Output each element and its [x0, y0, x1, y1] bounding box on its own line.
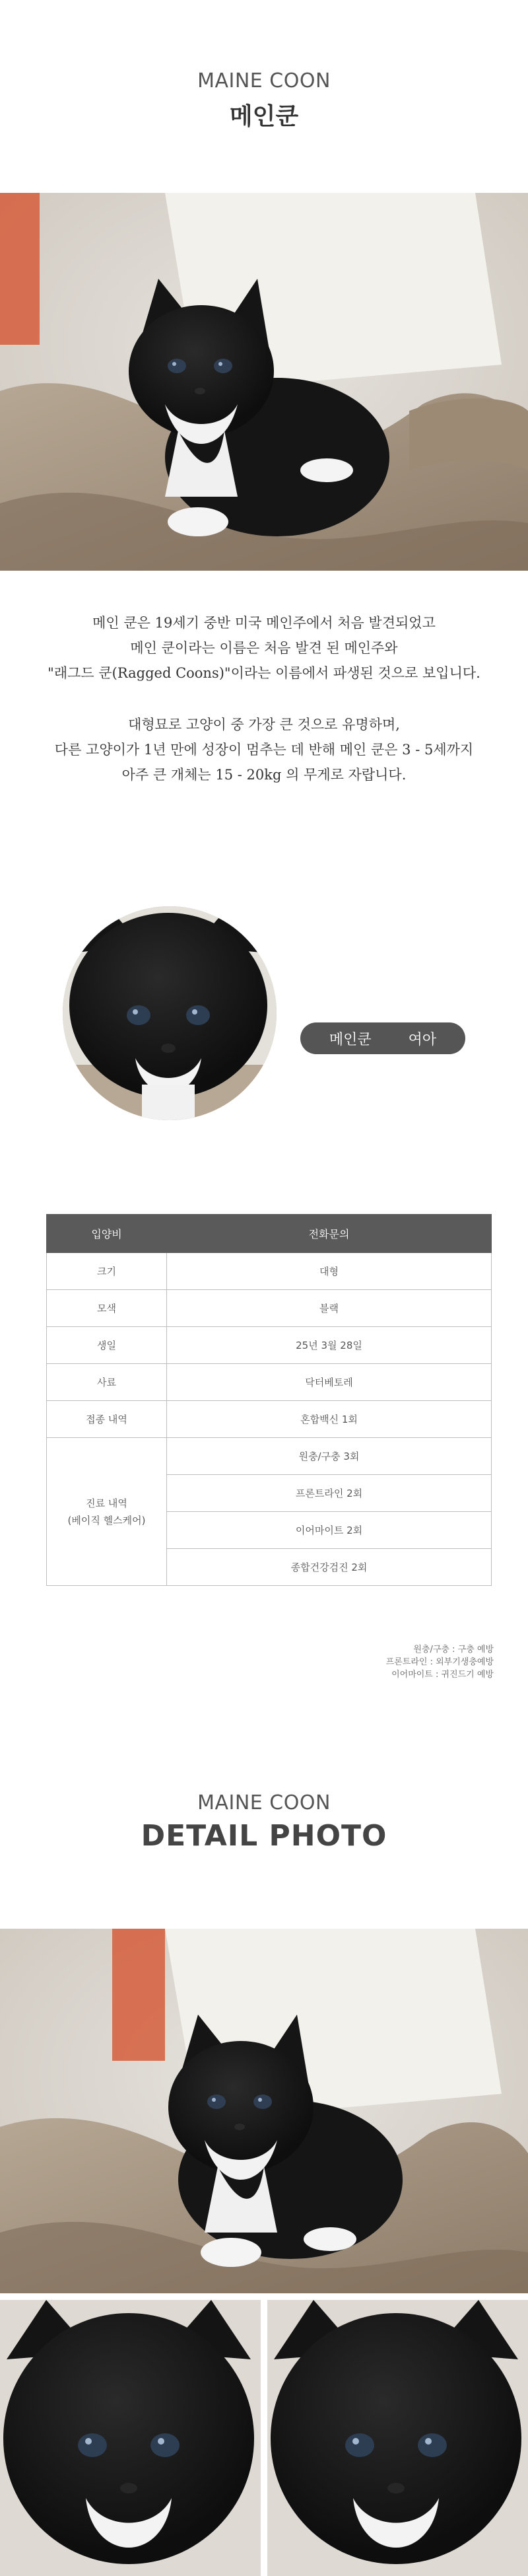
treatment-label-line2: (베이직 헬스케어) [67, 1514, 146, 1526]
detail-title-en: MAINE COON [197, 1791, 331, 1814]
treatment-label-line1: 진료 내역 [86, 1497, 127, 1509]
treatment-item: 프론트라인 2회 [167, 1475, 492, 1512]
title-en: MAINE COON [197, 69, 331, 92]
table-header-row [47, 1215, 492, 1253]
description [0, 610, 528, 787]
table-row [47, 1290, 492, 1327]
note-line: 이어마이트 : 귀진드기 예방 [391, 1670, 494, 1680]
kitten-photo [0, 193, 528, 571]
kitten-face-photo [63, 906, 277, 1120]
description-line: 메인 쿤은 19세기 중반 미국 메인주에서 처음 발견되었고 [92, 615, 436, 631]
info-table [46, 1214, 492, 1586]
notes [386, 1643, 494, 1681]
description-line: "래그드 쿤(Ragged Coons)"이라는 이름에서 파생된 것으로 보입니다. [48, 665, 480, 681]
treatment-item: 종합건강검진 2회 [167, 1549, 492, 1586]
row-label: 사료 [47, 1364, 167, 1401]
table-row [47, 1401, 492, 1438]
profile-badge [300, 1022, 465, 1054]
row-label: 모색 [47, 1290, 167, 1327]
breed-label: 메인쿤 [329, 1031, 372, 1048]
description-line: 대형묘로 고양이 중 가장 큰 것으로 유명하며, [128, 717, 400, 733]
table-row [47, 1327, 492, 1364]
description-line: 아주 큰 개체는 15 - 20kg 의 무게로 자랍니다. [121, 767, 407, 783]
table-row [47, 1438, 492, 1475]
treatment-label [47, 1438, 167, 1586]
table-header-value: 전화문의 [167, 1215, 492, 1253]
table-row [47, 1253, 492, 1290]
row-value: 25년 3월 28일 [167, 1327, 492, 1364]
row-value: 대형 [167, 1253, 492, 1290]
note-line: 프론트라인 : 외부기생충예방 [385, 1657, 494, 1667]
description-line: 메인 쿤이라는 이름은 처음 발견 된 메인주와 [130, 640, 398, 656]
row-label: 크기 [47, 1253, 167, 1290]
detail-title: DETAIL PHOTO [141, 1819, 387, 1853]
table-header-label: 입양비 [47, 1215, 167, 1253]
detail-photo-left [0, 2300, 261, 2576]
row-value: 닥터베토레 [167, 1364, 492, 1401]
gender-label: 여아 [408, 1031, 437, 1048]
table-row [47, 1364, 492, 1401]
description-line: 다른 고양이가 1년 만에 성장이 멈추는 데 반해 메인 쿤은 3 - 5세까지 [54, 742, 474, 758]
detail-photo-right [267, 2300, 528, 2576]
row-label: 생일 [47, 1327, 167, 1364]
page-title: 메인쿤 [229, 103, 299, 130]
treatment-item: 원충/구충 3회 [167, 1438, 492, 1475]
note-line: 원충/구충 : 구충 예방 [413, 1645, 494, 1655]
row-value: 혼합백신 1회 [167, 1401, 492, 1438]
detail-photo [0, 1929, 528, 2293]
row-value: 블랙 [167, 1290, 492, 1327]
row-label: 접종 내역 [47, 1401, 167, 1438]
treatment-item: 이어마이트 2회 [167, 1512, 492, 1549]
